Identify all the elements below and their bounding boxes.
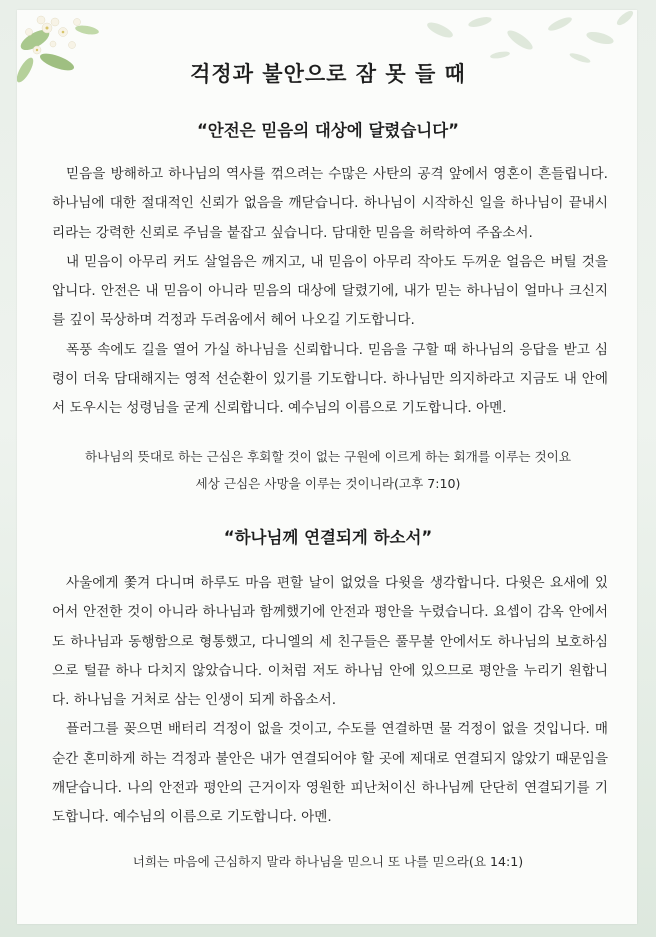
paragraph: 내 믿음이 아무리 커도 살얼음은 깨지고, 내 믿음이 아무리 작아도 두꺼운 얼음은 버틸 것을 압니다. 안전은 내 믿음이 아니라 믿음의 대상에 달렸기에, 내가 믿는 하나님이 얼마나 크신지를 깊이 묵상하며 걱정과 두려움에서 헤어 나오길 기도합니다. [52, 253, 608, 329]
section-heading: “하나님께 연결되게 하소서” [223, 528, 433, 547]
verse-line: 세상 근심은 사망을 이루는 것이니라(고후 7:10) [195, 476, 461, 491]
paragraph: 플러그를 꽂으면 배터리 걱정이 없을 것이고, 수도를 연결하면 물 걱정이 없을 것입니다. 매순간 혼미하게 하는 걱정과 불안은 내가 연결되어야 할 곳에 제대로 연결되지 않았기 때문임을 깨닫습니다. 나의 안전과 평안의 근거이자 영원한 피난처이신 하나님께 단단히 연결되기를 기도합니다. 예수님의 이름으로 기도합니다. 아멘. [52, 721, 608, 826]
scripture-verse [0, 443, 656, 497]
paragraph: 폭풍 속에도 길을 열어 가실 하나님을 신뢰합니다. 믿음을 구할 때 하나님의 응답을 받고 심령이 더욱 담대해지는 영적 선순환이 있기를 기도합니다. 하나님만 의지하라고 지금도 내 안에서 도우시는 성령님을 굳게 신뢰합니다. 예수님의 이름으로 기도합니다. 아멘. [52, 341, 608, 417]
section-heading: “안전은 믿음의 대상에 달렸습니다” [196, 121, 460, 140]
scripture-verse [0, 848, 656, 875]
section-body [52, 160, 608, 424]
paragraph: 믿음을 방해하고 하나님의 역사를 꺾으려는 수많은 사탄의 공격 앞에서 영혼이 흔들립니다. 하나님에 대한 절대적인 신뢰가 없음을 깨닫습니다. 하나님이 시작하신 일을 하나님이 끝내시리라는 강력한 신뢰로 주님을 붙잡고 싶습니다. 담대한 믿음을 허락하여 주옵소서. [52, 166, 608, 241]
verse-line: 하나님의 뜻대로 하는 근심은 후회할 것이 없는 구원에 이르게 하는 회개를 이루는 것이요 [85, 449, 571, 464]
verse-line: 너희는 마음에 근심하지 말라 하나님을 믿으니 또 나를 믿으라(요 14:1) [132, 854, 524, 869]
section-body [52, 569, 608, 833]
page-title: 걱정과 불안으로 잠 못 들 때 [190, 62, 466, 86]
paragraph: 사울에게 쫓겨 다니며 하루도 마음 편할 날이 없었을 다윗을 생각합니다. 다윗은 요새에 있어서 안전한 것이 아니라 하나님과 함께했기에 안전과 평안을 누렸습니다. 요셉이 감옥 안에서도 하나님과 동행함으로 형통했고, 다니엘의 세 친구들은 풀무불 안에서도 하나님의 보호하심으로 털끝 하나 다치지 않았습니다. 이처럼 저도 하나님 안에 있으므로 평안을 누리기 원합니다. 하나님을 거처로 삼는 인생이 되게 하옵소서. [52, 575, 608, 709]
